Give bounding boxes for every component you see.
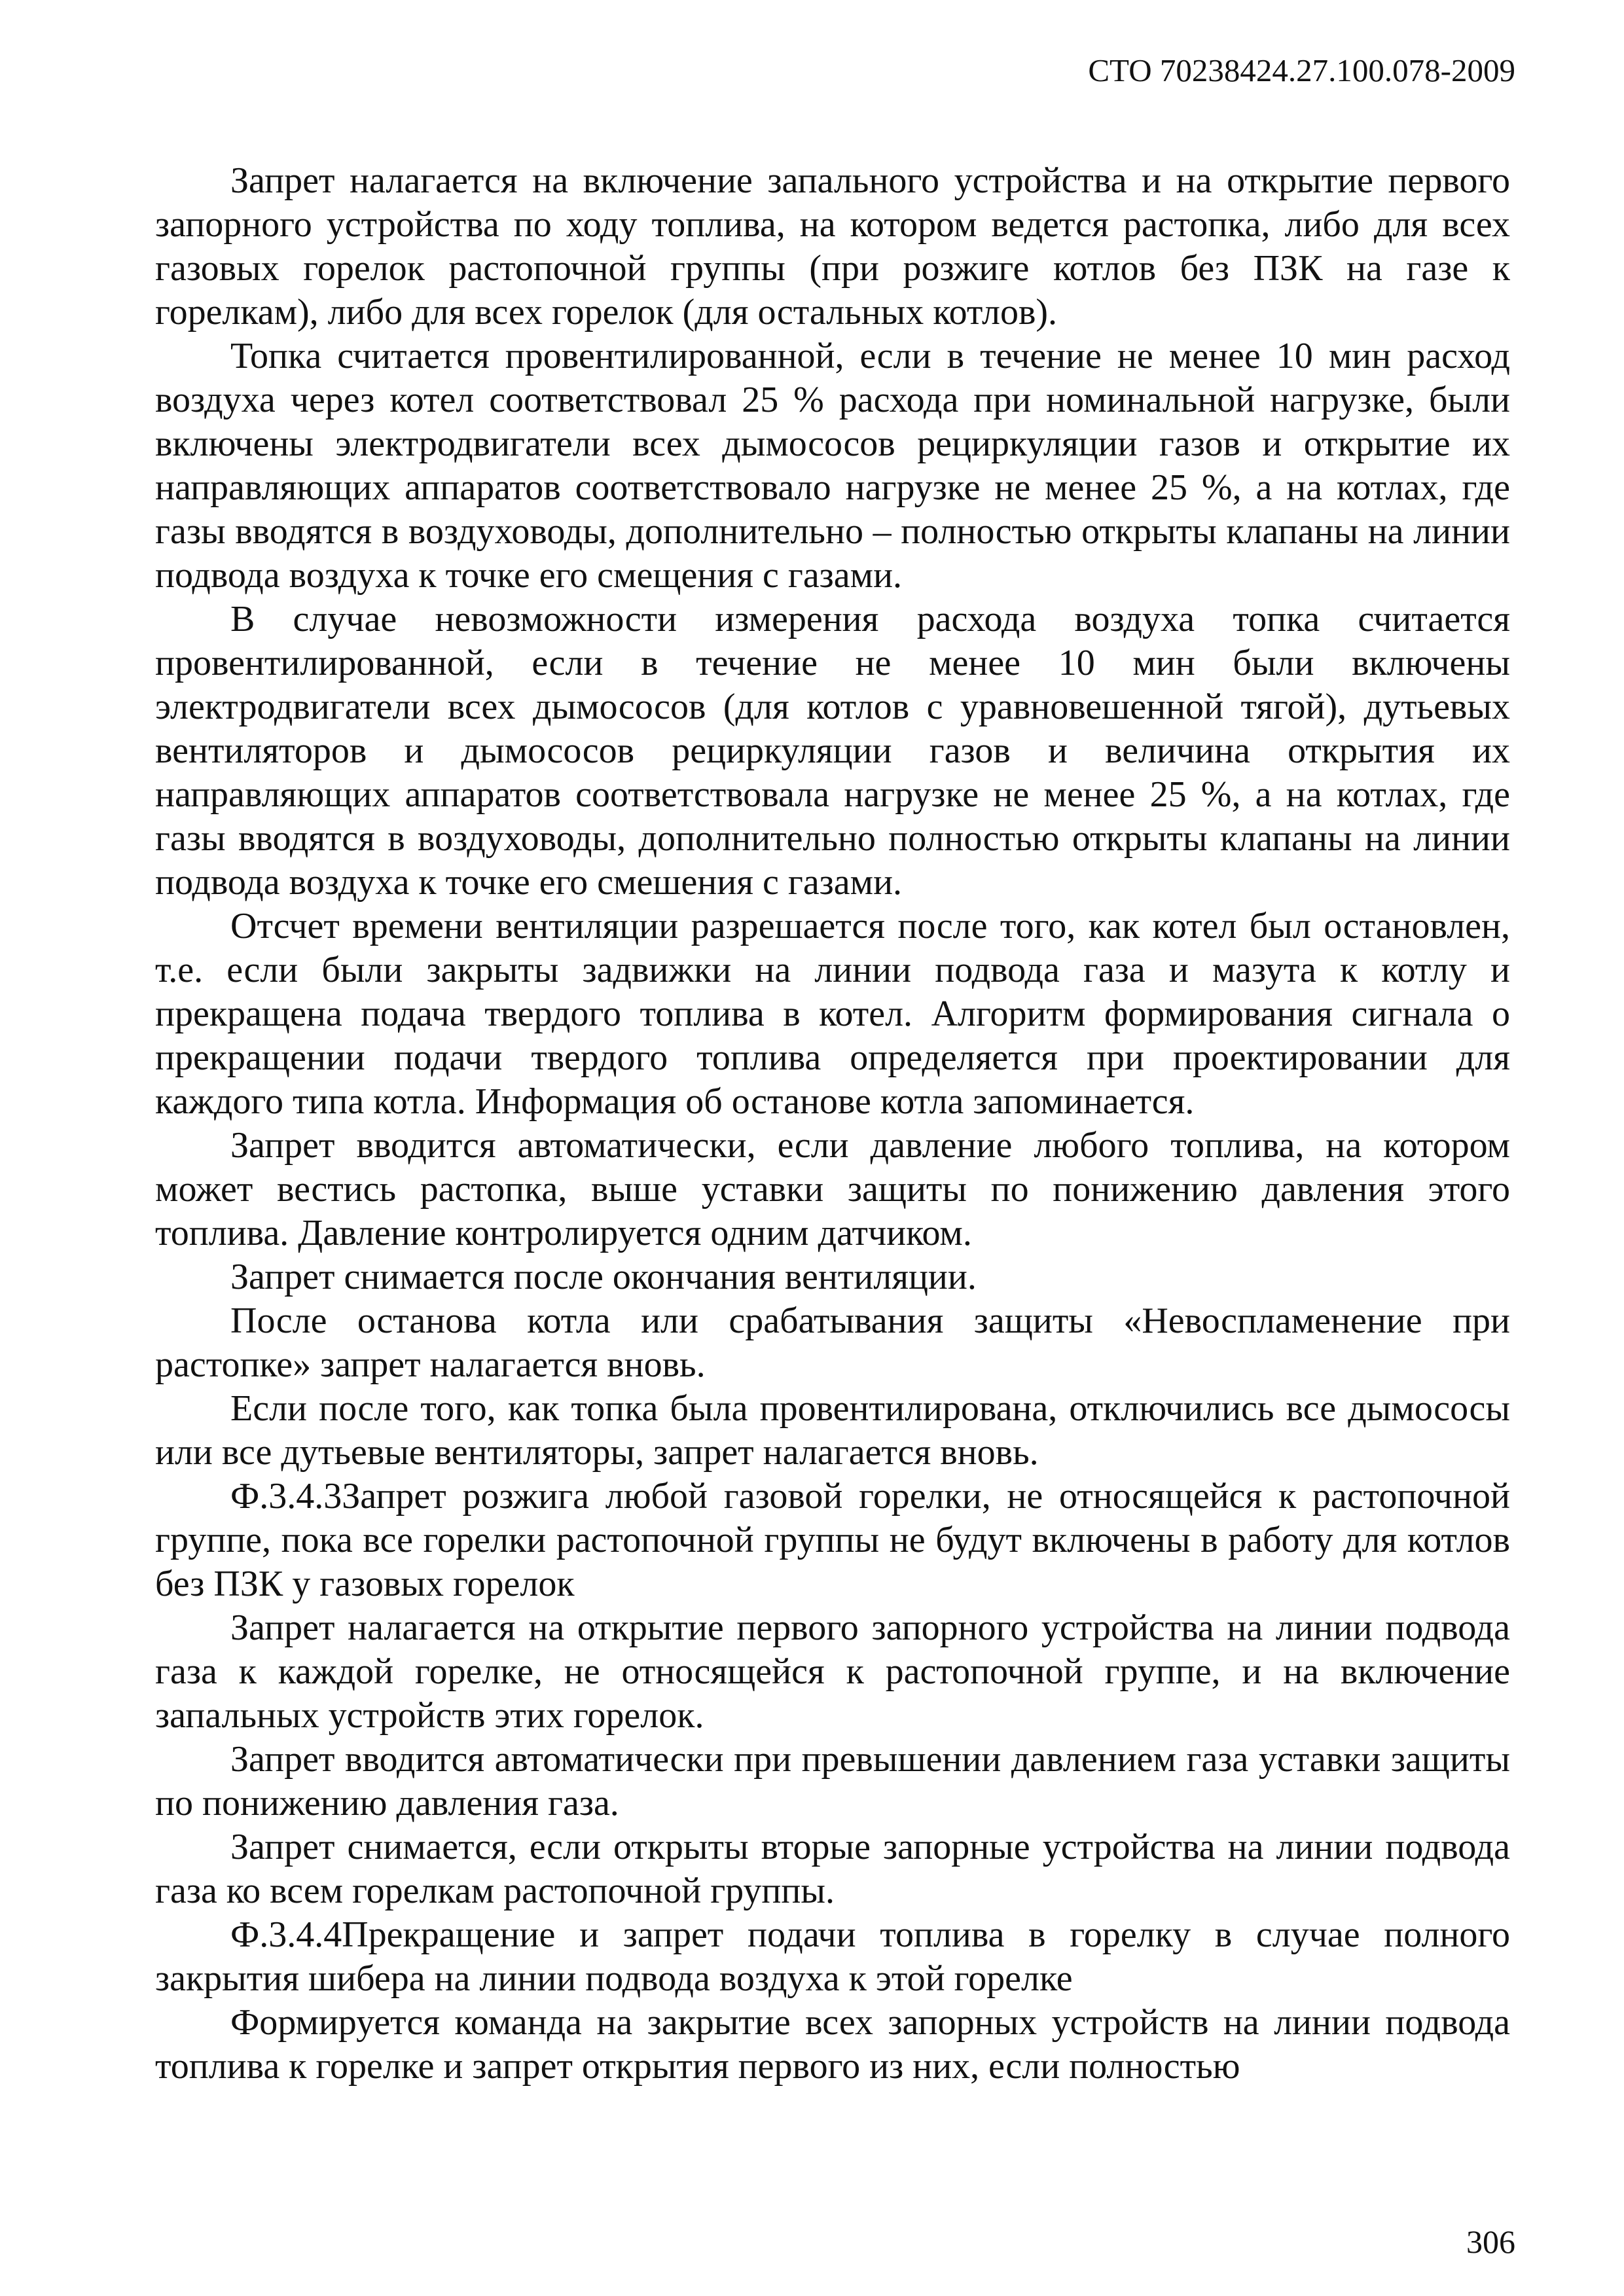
paragraph-1: Запрет налагается на включение запального устройства и на открытие первого запорного устройства по ходу топлива, на котором ведется растопка, либо для всех газовых горелок растопочной группы (при розжиге котлов без ПЗК на газе к горелкам), либо для всех горелок (для остальных котлов). [155,160,1510,332]
paragraph-2: Топка считается провентилированной, если в течение не менее 10 мин расход воздуха через котел соответствовал 25 % расхода при номинальной нагрузке, были включены электродвигатели всех дымососов рециркуляции газов и открытие их направляющих аппаратов соответствовало нагрузке не менее 25 %, а на котлах, где газы вводятся в воздуховоды, дополнительно – полностью открыты клапаны на линии подвода воздуха к точке его смещения с газами. [155,336,1510,596]
paragraph-3: В случае невозможности измерения расхода воздуха топка считается провентилированной, если в течение не менее 10 мин были включены электродвигатели всех дымососов (для котлов с уравновешенной тягой), дутьевых вентиляторов и дымососов рециркуляции газов и величина открытия их направляющих аппаратов соответствовала нагрузке не менее 25 %, а на котлах, где газы вводятся в воздуховоды, дополнительно полностью открыты клапаны на линии подвода воздуха к точке его смешения с газами. [155,599,1510,903]
section-heading-f-3-4-4: Ф.3.4.4Прекращение и запрет подачи топлива в горелку в случае полного закрытия шибера на линии подвода воздуха к этой горелке [155,1914,1510,1999]
page-number: 306 [1466,2223,1515,2260]
paragraph-12: Запрет снимается, если открыты вторые запорные устройства на линии подвода газа ко всем горелкам растопочной группы. [155,1827,1510,1911]
document-code-header: СТО 70238424.27.100.078-2009 [1088,52,1515,88]
paragraph-7: После останова котла или срабатывания защиты «Невоспламенение при растопке» запрет налагается вновь. [155,1300,1510,1385]
paragraph-10: Запрет налагается на открытие первого запорного устройства на линии подвода газа к каждой горелке, не относящейся к растопочной группе, и на включение запальных устройств этих горелок. [155,1607,1510,1736]
paragraph-4: Отсчет времени вентиляции разрешается после того, как котел был остановлен, т.е. если были закрыты задвижки на линии подвода газа и мазута к котлу и прекращена подача твердого топлива в котел. Алгоритм формирования сигнала о прекращении подачи твердого топлива определяется при проектировании для каждого типа котла. Информация об останове котла запоминается. [155,906,1510,1122]
paragraph-14: Формируется команда на закрытие всех запорных устройств на линии подвода топлива к горелке и запрет открытия первого из них, если полностью [155,2002,1510,2087]
paragraph-8: Если после того, как топка была провентилирована, отключились все дымососы или все дутьевые вентиляторы, запрет налагается вновь. [155,1388,1510,1473]
paragraph-6: Запрет снимается после окончания вентиляции. [230,1257,977,1297]
paragraph-11: Запрет вводится автоматически при превышении давлением газа уставки защиты по понижению давления газа. [155,1739,1510,1823]
section-heading-f-3-4-3: Ф.3.4.3Запрет розжига любой газовой горелки, не относящейся к растопочной группе, пока все горелки растопочной группы не будут включены в работу для котлов без ПЗК у газовых горелок [155,1476,1510,1604]
body-text [155,159,1510,2089]
paragraph-5: Запрет вводится автоматически, если давление любого топлива, на котором может вестись растопка, выше уставки защиты по понижению давления этого топлива. Давление контролируется одним датчиком. [155,1125,1510,1253]
